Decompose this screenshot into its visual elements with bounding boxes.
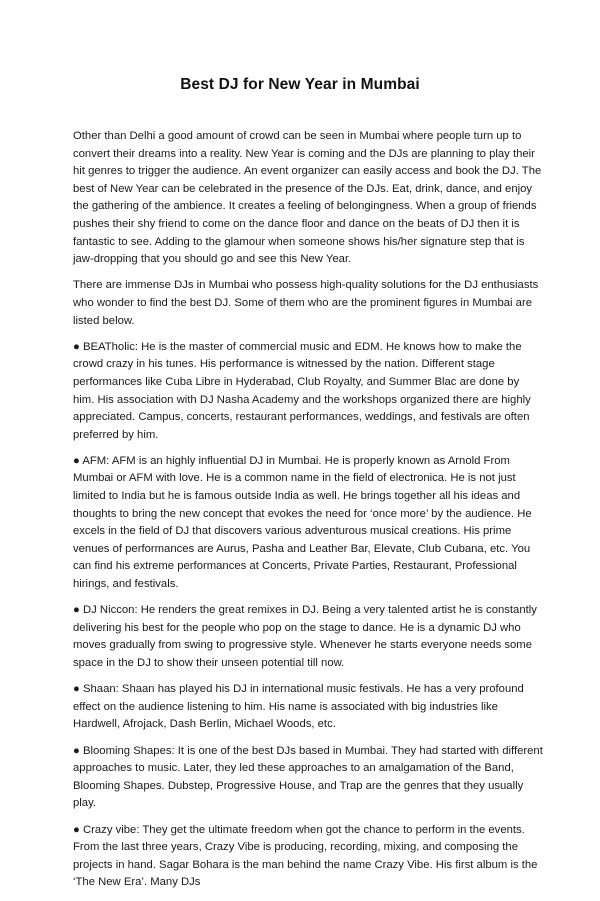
document-title: Best DJ for New Year in Mumbai: [180, 76, 420, 93]
list-item-beatholic: ● BEATholic: He is the master of commercial music and EDM. He knows how to make the crowd crazy in his tunes. His performance is witnessed by the nation. Different stage performances like Cuba Libre in Hyderabad, Club Royalty, and Summer Blac are done by him. His association with DJ Nasha Academy and the workshops organized there are highly appreciated. Campus, concerts, restaurant performances, weddings, and festivals are often preferred by him.: [73, 340, 531, 441]
list-item-afm: ● AFM: AFM is an highly influential DJ in Mumbai. He is properly known as Arnold From Mumbai or AFM with love. He is a common name in the field of electronica. He is not just limited to India but he is famous outside India as well. He brings together all his ideas and thoughts to bring the new concept that evokes the need for ‘once more’ by the audience. He excels in the field of DJ that discovers various adventurous musical creations. His prime venues of performances are Aurus, Pasha and Leather Bar, Elevate, Club Cubana, etc. You can find his extreme performances at Concerts, Private Parties, Restaurant, Professional hirings, and festivals.: [73, 454, 532, 591]
document-body: [73, 128, 543, 901]
intro-paragraph: Other than Delhi a good amount of crowd can be seen in Mumbai where people turn up to convert their dreams into a reality. New Year is coming and the DJs are planning to play their hit genres to trigger the audience. An event organizer can easily access and book the DJ. The best of New Year can be celebrated in the presence of the DJs. Eat, drink, dance, and enjoy the gathering of the ambience. It creates a feeling of belongingness. When a group of friends pushes their shy friend to come on the dance floor and dance on the beats of DJ then it is fantastic to see. Adding to the glamour when someone shows his/her signature step that is jaw-dropping that you should go and see this New Year.: [73, 130, 542, 266]
list-item-blooming-shapes: ● Blooming Shapes: It is one of the best DJs based in Mumbai. They had started with different approaches to music. Later, they led these approaches to an amalgamation of the Band, Blooming Shapes. Dubstep, Progressive House, and Trap are the genres that they usually play.: [73, 744, 543, 810]
overview-paragraph: There are immense DJs in Mumbai who possess high-quality solutions for the DJ enthusiasts who wonder to find the best DJ. Some of them who are the prominent figures in Mumbai are listed below.: [73, 279, 539, 327]
list-item-crazy-vibe: ● Crazy vibe: They get the ultimate freedom when got the chance to perform in the events. From the last three years, Crazy Vibe is producing, recording, mixing, and composing the projects in hand. Sagar Bohara is the man behind the name Crazy Vibe. His first album is the ‘The New Era’. Many DJs: [73, 823, 538, 889]
list-item-shaan: ● Shaan: Shaan has played his DJ in international music festivals. He has a very profound effect on the audience listening to him. His name is associated with big industries like Hardwell, Afrojack, Dash Berlin, Michael Woods, etc.: [73, 683, 524, 731]
list-item-dj-niccon: ● DJ Niccon: He renders the great remixes in DJ. Being a very talented artist he is constantly delivering his best for the people who pop on the stage to dance. He is a dynamic DJ who moves gradually from swing to progressive style. Whenever he starts everyone needs some space in the DJ to show their unseen potential till now.: [73, 604, 537, 669]
